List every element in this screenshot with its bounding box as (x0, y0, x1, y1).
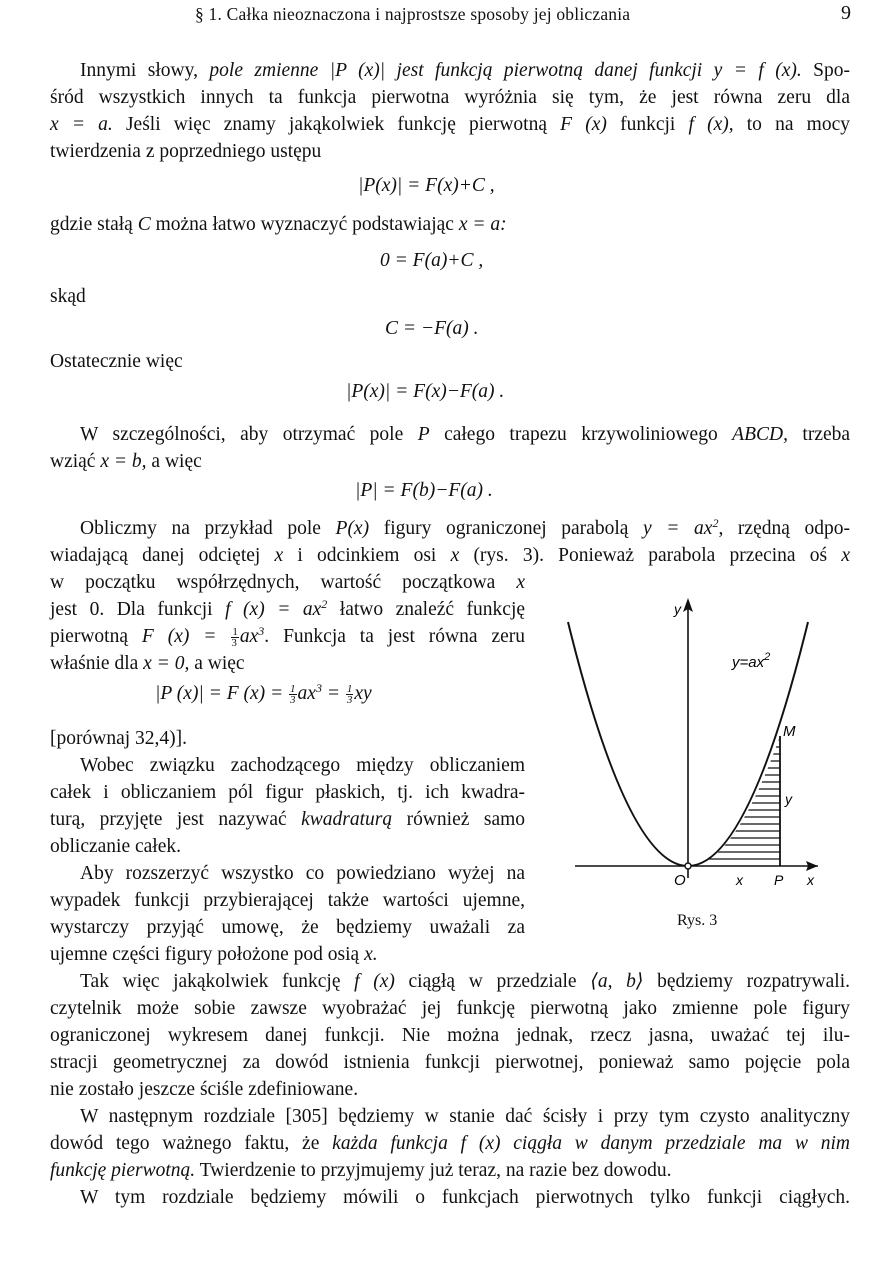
szczegolnosci-line2: wziąć x = b, a więc (50, 451, 202, 472)
gdzie-line: gdzie stałą C można łatwo wyznaczyć podstawiając x = a: (50, 214, 507, 235)
label-x: x (736, 872, 743, 888)
equation-4: |P(x)| = F(x)−F(a) . (346, 381, 505, 402)
hatched-area (680, 740, 790, 859)
label-curve: $y=ax^2$ (732, 651, 771, 671)
ostatecznie-line: Ostatecznie więc (50, 351, 183, 372)
wobec-line2: całek i obliczaniem pól figur płaskich, tj. ich kwadra- (50, 782, 525, 803)
obliczmy-line4: jest 0. Dla funkcji f $(x) = ax^2$ łatwo znaleźć funkcję (50, 597, 526, 620)
origin-point (685, 863, 691, 869)
wobec-line1: Wobec związku zachodzącego między obliczaniem (80, 755, 525, 776)
label-O: O (674, 872, 686, 889)
szczegolnosci-line1: W szczególności, aby otrzymać pole P całego trapezu krzywoliniowego ABCD, trzeba (80, 424, 851, 445)
fraction-one-third: $\frac{1}{3}$ (231, 626, 238, 650)
paragraph1-line2: śród wszystkich innych ta funkcja pierwotna wyróżnia się tym, że jest równa zeru dla (50, 87, 850, 108)
label-M: M (783, 723, 796, 740)
equation-3: C = −F(a) . (385, 318, 479, 339)
obliczmy-line3: w początku współrzędnych, wartość początkowa x (50, 572, 526, 593)
page-number: 9 (841, 2, 851, 24)
obliczmy-line6: właśnie dla x = 0, a więc (50, 653, 245, 674)
nastepnym-line1: W następnym rozdziale [305] będziemy w stanie dać ścisły i przy tym czysto analityczny (80, 1106, 850, 1127)
obliczmy-line2: wiadającą danej odciętej x i odcinkiem osi x (rys. 3). Ponieważ parabola przecina oś x (50, 545, 851, 566)
parabola-figure (560, 590, 830, 905)
running-title: § 1. Całka nieoznaczona i najprostsze sposoby jej obliczania (195, 4, 631, 24)
aby-line4: ujemne części figury położone pod osią x. (50, 944, 378, 965)
wtym-line: W tym rozdziale będziemy mówili o funkcjach pierwotnych tylko funkcji ciągłych. (80, 1187, 850, 1208)
figure-caption: Rys. 3 (677, 912, 718, 929)
tak-line5: nie zostało jeszcze ściśle zdefiniowane. (50, 1079, 359, 1100)
nastepnym-line2: dowód tego ważnego faktu, że każda funkcja f (x) ciągła w danym przedziale ma w nim (50, 1133, 851, 1154)
paragraph1-line1: Innymi słowy, pole zmienne |P (x)| jest funkcją pierwotną danej funkcji y = f (x). Spo- (80, 60, 851, 81)
tak-line1: Tak więc jakąkolwiek funkcję f (x) ciągłą w przedziale ⟨a, b⟩ będziemy rozpatrywali. (80, 971, 851, 992)
porownaj-line: [porównaj 32,4)]. (50, 728, 188, 749)
tak-line4: stracji geometrycznej za dowód istnienia funkcji pierwotnej, ponieważ samo pojęcie pola (50, 1052, 850, 1073)
tak-line2: czytelnik może sobie zawsze wyobrażać jej funkcję pierwotną jako zmienne pole figury (50, 998, 850, 1019)
equation-5: |P| = F(b)−F(a) . (355, 480, 493, 501)
wobec-line3: turą, przyjęte jest nazywać kwadraturą również samo (50, 809, 526, 830)
label-y-ordinate: y (785, 791, 792, 807)
aby-line1: Aby rozszerzyć wszystko co powiedziano wyżej na (80, 863, 525, 884)
label-P: P (774, 872, 784, 888)
aby-line3: wystarczy przyjąć umowę, że będziemy uważali za (50, 917, 525, 938)
obliczmy-line1: Obliczmy na przykład pole P(x) figury ograniczonej parabolą $y = ax^2$, rzędną odpo- (80, 516, 850, 539)
nastepnym-line3: funkcję pierwotną. Twierdzenie to przyjmujemy już teraz, na razie bez dowodu. (50, 1160, 672, 1181)
skad-line: skąd (50, 286, 86, 307)
equation-1: |P(x)| = F(x)+C , (358, 175, 495, 196)
paragraph1-line4: twierdzenia z poprzedniego ustępu (50, 141, 322, 162)
obliczmy-line5: pierwotną F (x) = $\frac{1}{3}$ $ax^3$. Funkcja ta jest równa zeru (50, 624, 525, 650)
label-y-axis: y (674, 601, 681, 617)
label-x-axis: x (807, 872, 814, 888)
aby-line2: wypadek funkcji przybierającej także wartości ujemne, (50, 890, 525, 911)
equation-6: |P (x)| = F (x) = $\frac{1}{3}$ $ax^3$ = $\frac{1}{3}$ xy (155, 681, 372, 707)
paragraph1-line3: x = a. Jeśli więc znamy jakąkolwiek funkcję pierwotną F (x) funkcji f (x), to na mocy (50, 114, 850, 135)
equation-2: 0 = F(a)+C , (380, 250, 484, 271)
tak-line3: ograniczonej wykresem danej funkcji. Nie można jednak, rzecz jasna, uważać tej ilu- (50, 1025, 850, 1046)
wobec-line4: obliczanie całek. (50, 836, 182, 857)
